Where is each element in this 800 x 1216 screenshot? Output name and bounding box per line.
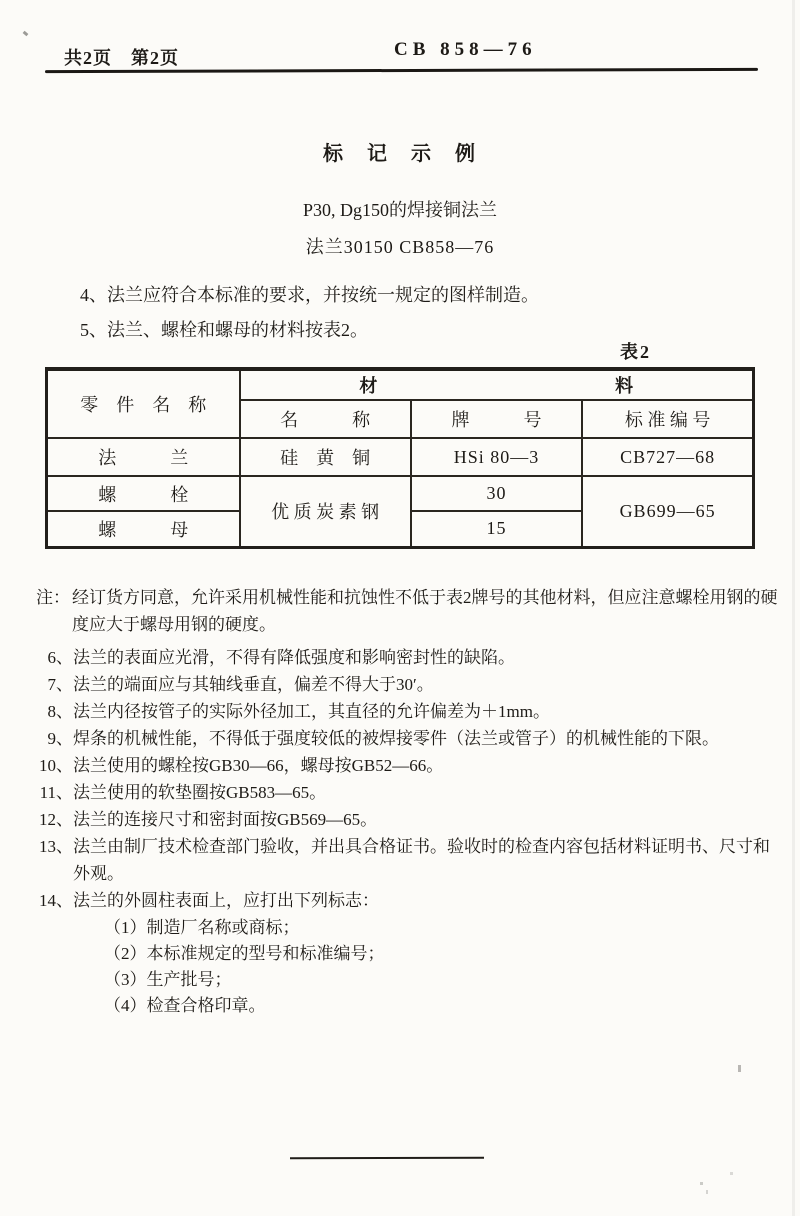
note-text: 经订货方同意，允许采用机械性能和抗蚀性不低于表2牌号的其他材料，但应注意螺栓用钢的硬度应大于螺母用钢的硬度。 — [72, 588, 778, 634]
marking-item-2-text: 本标准规定的型号和标准编号； — [146, 944, 385, 963]
marking-item-2-number: （2） — [104, 944, 147, 963]
scan-artifact — [23, 31, 29, 37]
cell-bolt-nut-standard: GB699—65 — [582, 476, 753, 547]
cell-bolt-grade: 30 — [411, 476, 582, 511]
clause-4-text: 法兰应符合本标准的要求，并按统一规定的图样制造。 — [107, 285, 539, 305]
clause-9-text: 焊条的机械性能，不得低于强度较低的被焊接零件（法兰或管子）的机械性能的下限。 — [73, 729, 719, 748]
marking-item-3 — [36, 967, 781, 993]
marking-item-4-number: （4） — [104, 996, 147, 1015]
marking-item-3-text: 生产批号； — [146, 970, 232, 989]
marking-item-4-text: 检查合格印章。 — [146, 996, 266, 1015]
marking-example-line1: P30, Dg150的焊接铜法兰 — [302, 200, 497, 220]
clause-8-text: 法兰内径按管子的实际外径加工，其直径的允许偏差为＋1mm。 — [73, 702, 550, 721]
clause-12-number: 12、 — [39, 810, 73, 829]
cell-nut-part: 螺 母 — [47, 511, 240, 547]
clause-11 — [36, 779, 781, 806]
clause-10 — [36, 752, 781, 779]
clause-5-number: 5、 — [80, 320, 107, 340]
clause-10-number: 10、 — [39, 756, 73, 775]
marking-item-1 — [36, 915, 781, 941]
clause-7 — [36, 671, 781, 698]
note-label: 注： — [36, 588, 70, 607]
material-header-right: 料 — [615, 376, 634, 396]
marking-items-list — [36, 915, 781, 1019]
clause-12-text: 法兰的连接尺寸和密封面按GB569—65。 — [73, 810, 378, 829]
scan-artifact — [706, 1190, 708, 1194]
table-subheader-standard: 标 准 编 号 — [582, 400, 753, 438]
marking-item-1-text: 制造厂名称或商标； — [146, 918, 300, 937]
scan-artifact — [700, 1182, 703, 1185]
clause-4 — [80, 281, 539, 307]
clause-6 — [36, 644, 781, 671]
clause-5-text: 法兰、螺栓和螺母的材料按表2。 — [107, 320, 368, 340]
clause-11-number: 11、 — [39, 783, 73, 802]
clause-6-number: 6、 — [47, 648, 73, 667]
clause-13-number: 13、 — [39, 837, 73, 856]
clause-14-number: 14、 — [39, 891, 73, 910]
clause-12 — [36, 806, 781, 833]
table-header-material — [240, 369, 754, 400]
clause-7-text: 法兰的端面应与其轴线垂直，偏差不得大于30′。 — [73, 675, 434, 694]
table-row-bolt — [47, 476, 754, 511]
clause-13 — [36, 833, 781, 887]
page-count-label: 共2页 第2页 — [64, 48, 179, 68]
clause-6-text: 法兰的表面应光滑，不得有降低强度和影响密封性的缺陷。 — [73, 648, 515, 667]
table-caption: 表2 — [620, 342, 651, 362]
clause-5 — [80, 316, 368, 342]
cell-bolt-nut-material: 优 质 炭 素 钢 — [240, 476, 411, 547]
scan-artifact — [738, 1065, 741, 1072]
clause-7-number: 7、 — [47, 675, 73, 694]
table-note — [36, 584, 781, 638]
section-title-marking-example: 标 记 示 例 — [323, 143, 477, 165]
scan-edge-shade — [792, 0, 795, 1216]
standard-number: CB 858—76 — [394, 39, 537, 60]
clause-10-text: 法兰使用的螺栓按GB30—66，螺母按GB52—66。 — [73, 756, 444, 775]
clause-list — [36, 584, 781, 1019]
cell-flange-grade: HSi 80—3 — [411, 438, 582, 476]
material-header-left: 材 — [359, 376, 378, 396]
clause-13-text: 法兰由制厂技术检查部门验收，并出具合格证书。验收时的检查内容包括材料证明书、尺寸和外观。 — [73, 837, 770, 883]
clause-8 — [36, 698, 781, 725]
cell-flange-standard: CB727—68 — [582, 438, 753, 476]
clause-11-text: 法兰使用的软垫圈按GB583—65。 — [73, 783, 327, 802]
cell-flange-material: 硅 黄 铜 — [240, 438, 411, 476]
marking-item-4 — [36, 993, 781, 1019]
cell-nut-grade: 15 — [411, 511, 582, 547]
scan-artifact — [730, 1172, 733, 1175]
marking-item-3-number: （3） — [104, 970, 147, 989]
table-subheader-grade: 牌 号 — [411, 400, 582, 438]
cell-bolt-part: 螺 栓 — [47, 476, 240, 511]
marking-example-line2: 法兰30150 CB858—76 — [305, 237, 495, 257]
table-row-flange — [47, 438, 754, 476]
cell-flange-part: 法 兰 — [47, 438, 240, 476]
clause-8-number: 8、 — [47, 702, 73, 721]
clause-14 — [36, 887, 781, 914]
table-header-part-name: 零 件 名 称 — [47, 369, 240, 438]
clause-9 — [36, 725, 781, 752]
footer-rule — [290, 1157, 484, 1159]
material-table — [45, 367, 755, 549]
clause-4-number: 4、 — [80, 285, 107, 305]
clause-9-number: 9、 — [47, 729, 73, 748]
clause-14-text: 法兰的外圆柱表面上，应打出下列标志： — [73, 891, 379, 910]
marking-item-2 — [36, 941, 781, 967]
table-subheader-name: 名 称 — [240, 400, 411, 438]
marking-item-1-number: （1） — [104, 918, 147, 937]
